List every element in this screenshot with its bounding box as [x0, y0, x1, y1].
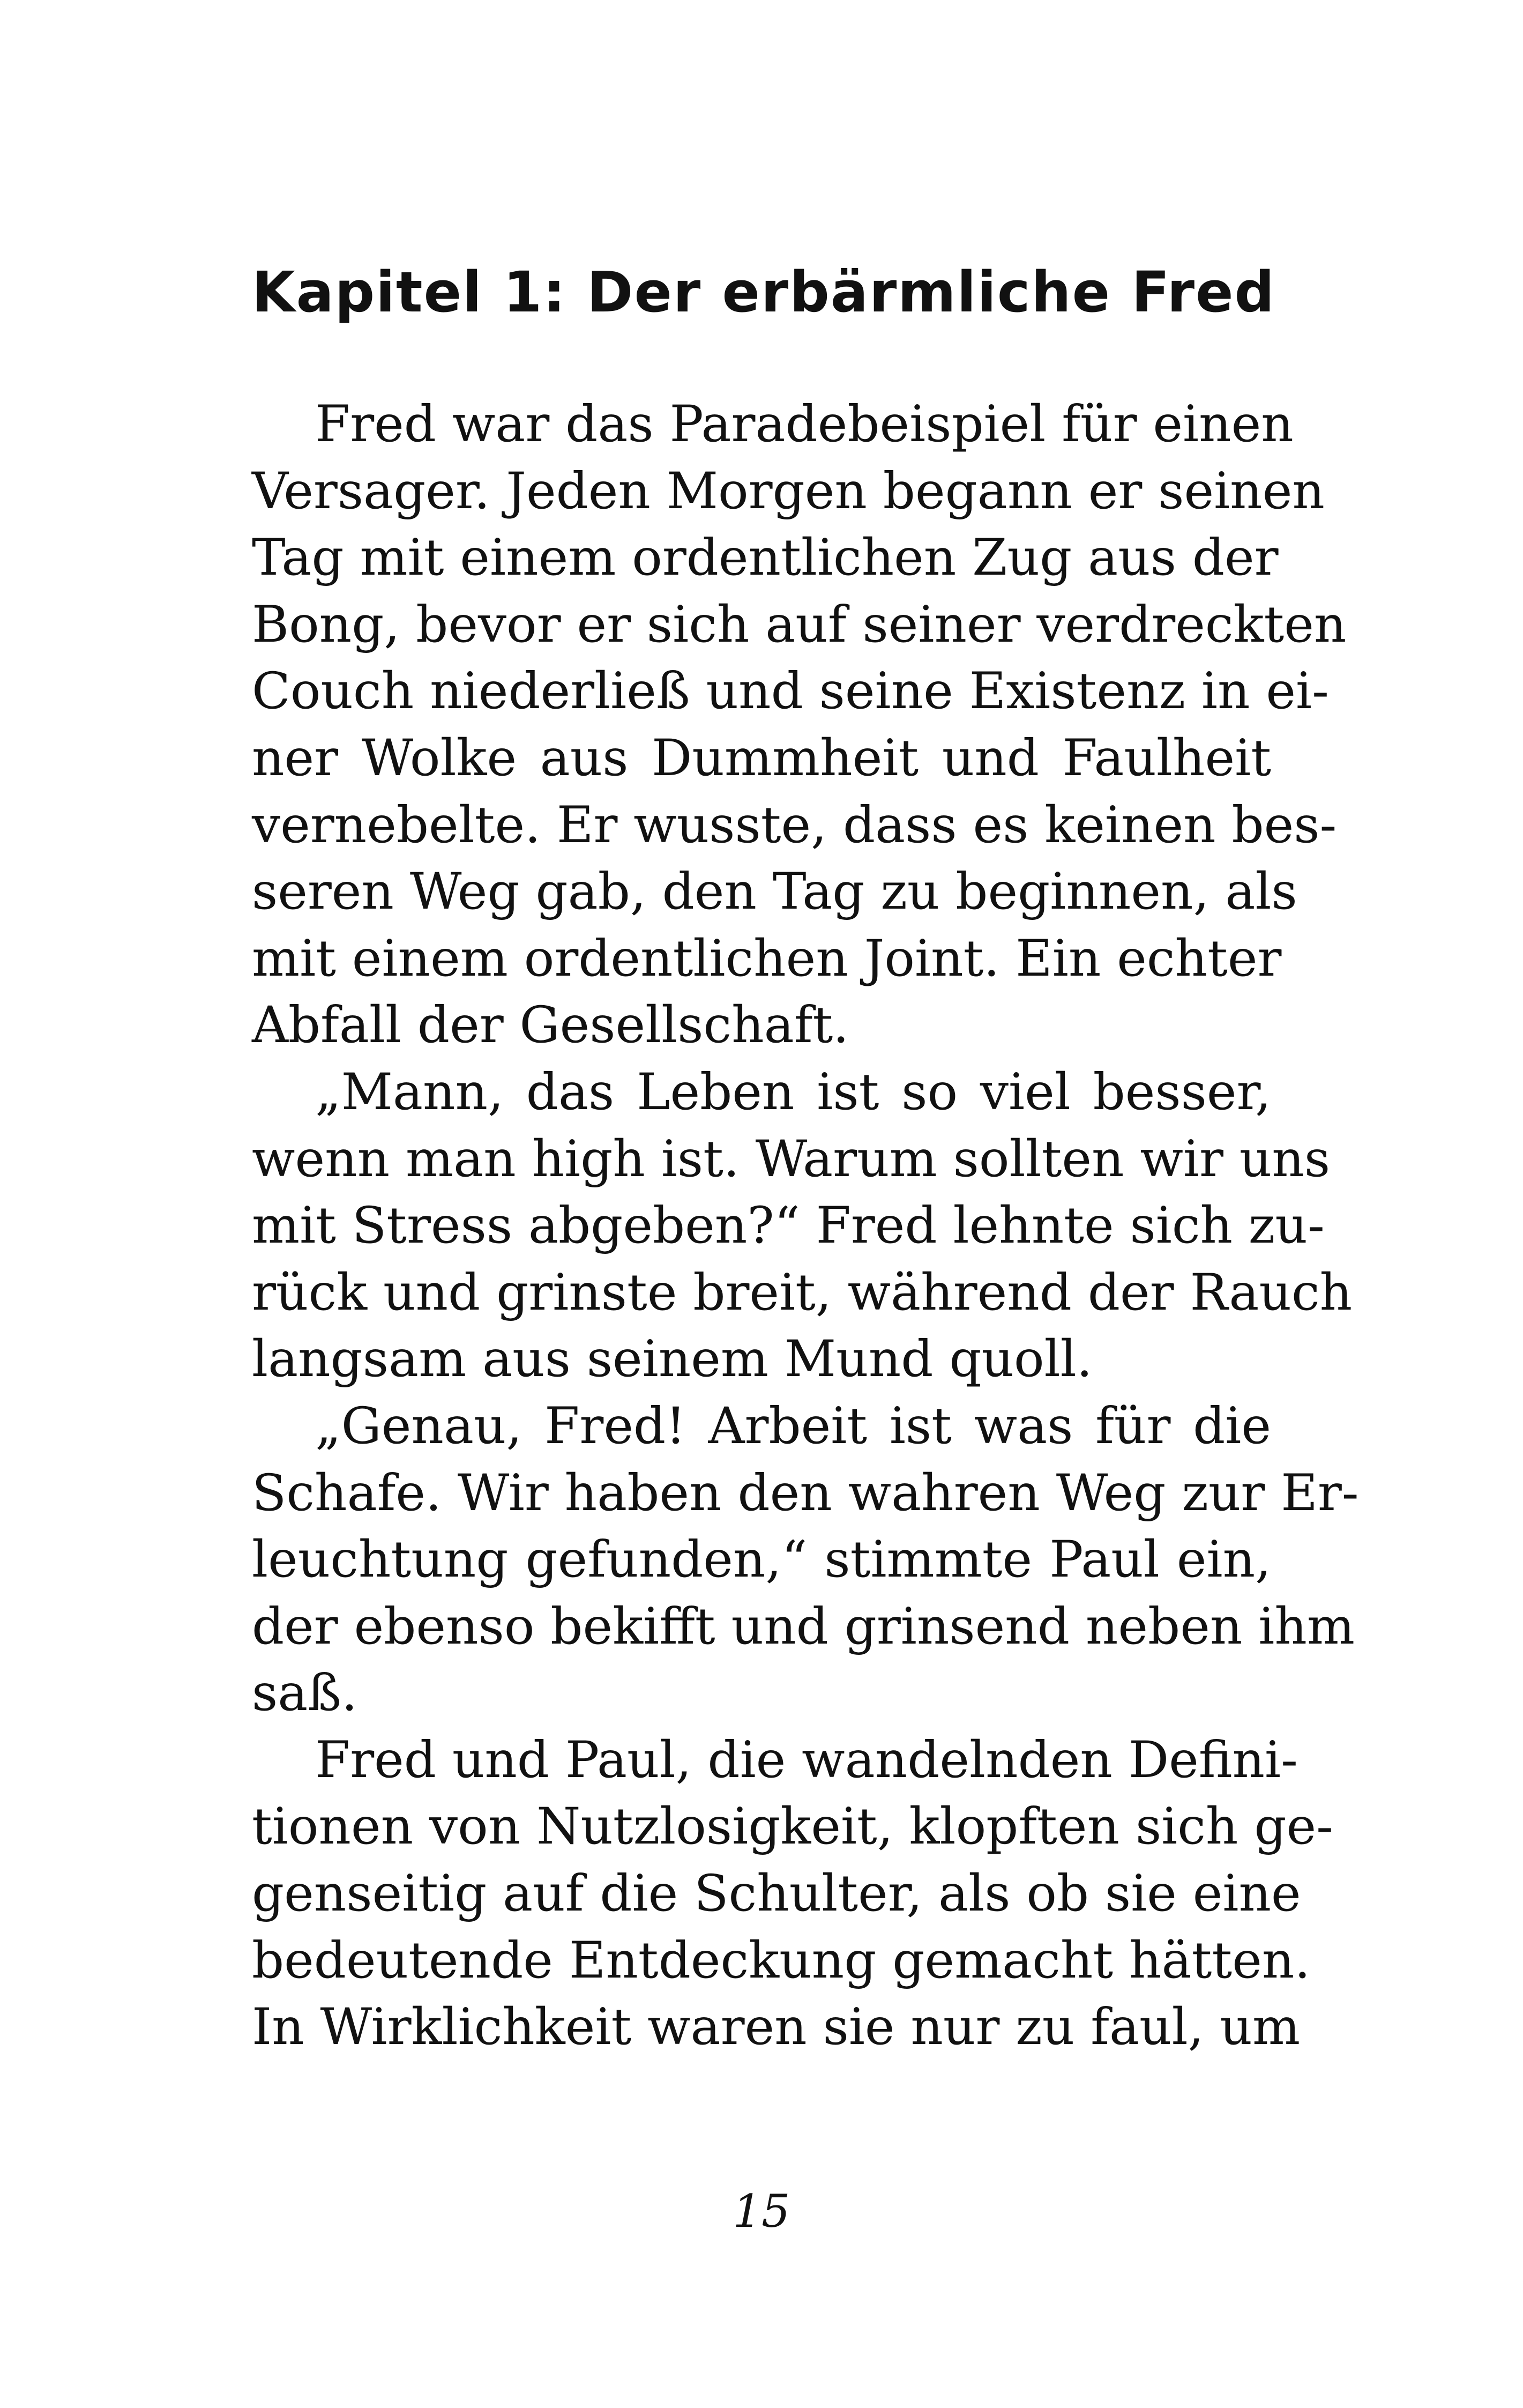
text-line: genseitig auf die Schulter, als ob sie eine: [252, 1864, 1301, 1923]
text-line: saß.: [252, 1664, 357, 1723]
paragraph-4: [252, 1727, 1333, 2061]
text-line: Abfall der Gesellschaft.: [252, 996, 849, 1055]
text-line: langsam aus seinem Mund quoll.: [252, 1330, 1093, 1389]
text-line: bedeutende Entdeckung gemacht hätten.: [252, 1931, 1311, 1990]
paragraph-1: [252, 391, 1347, 1059]
text-line: In Wirklichkeit waren sie nur zu faul, um: [252, 1998, 1301, 2057]
text-line: tionen von Nutzlosigkeit, klopften sich ge-: [252, 1797, 1333, 1856]
chapter-title: Kapitel 1: Der erbärmliche Fred: [252, 259, 1275, 325]
paragraph-3: [252, 1393, 1359, 1727]
text-line: Schafe. Wir haben den wahren Weg zur Er-: [252, 1463, 1359, 1522]
page-number: 15: [733, 2185, 790, 2238]
text-line: seren Weg gab, den Tag zu beginnen, als: [252, 863, 1297, 921]
text-line: mit einem ordentlichen Joint. Ein echter: [252, 929, 1282, 988]
text-line: Fred war das Paradebeispiel für einen: [315, 395, 1294, 454]
text-line: rück und grinste breit, während der Rauch: [252, 1263, 1353, 1322]
text-line: Couch niederließ und seine Existenz in ei-: [252, 662, 1329, 721]
text-line: „Genau, Fred! Arbeit ist was für die: [315, 1396, 1271, 1455]
text-line: Fred und Paul, die wandelnden Defini-: [315, 1730, 1298, 1789]
text-line: mit Stress abgeben?“ Fred lehnte sich zu-: [252, 1196, 1325, 1255]
text-line: wenn man high ist. Warum sollten wir uns: [252, 1129, 1331, 1188]
text-line: der ebenso bekifft und grinsend neben ihm: [252, 1597, 1355, 1656]
paragraph-2: [252, 1059, 1353, 1393]
text-line: Tag mit einem ordentlichen Zug aus der: [252, 529, 1279, 588]
text-line: Versager. Jeden Morgen begann er seinen: [252, 462, 1325, 521]
text-line: leuchtung gefunden,“ stimmte Paul ein,: [252, 1530, 1271, 1589]
text-line: Bong, bevor er sich auf seiner verdreckten: [252, 595, 1347, 654]
text-line: ner Wolke aus Dummheit und Faulheit: [252, 729, 1271, 787]
chapter-body: [252, 391, 1359, 2061]
text-line: vernebelte. Er wusste, dass es keinen bes-: [252, 796, 1337, 854]
text-line: „Mann, das Leben ist so viel besser,: [315, 1062, 1271, 1121]
